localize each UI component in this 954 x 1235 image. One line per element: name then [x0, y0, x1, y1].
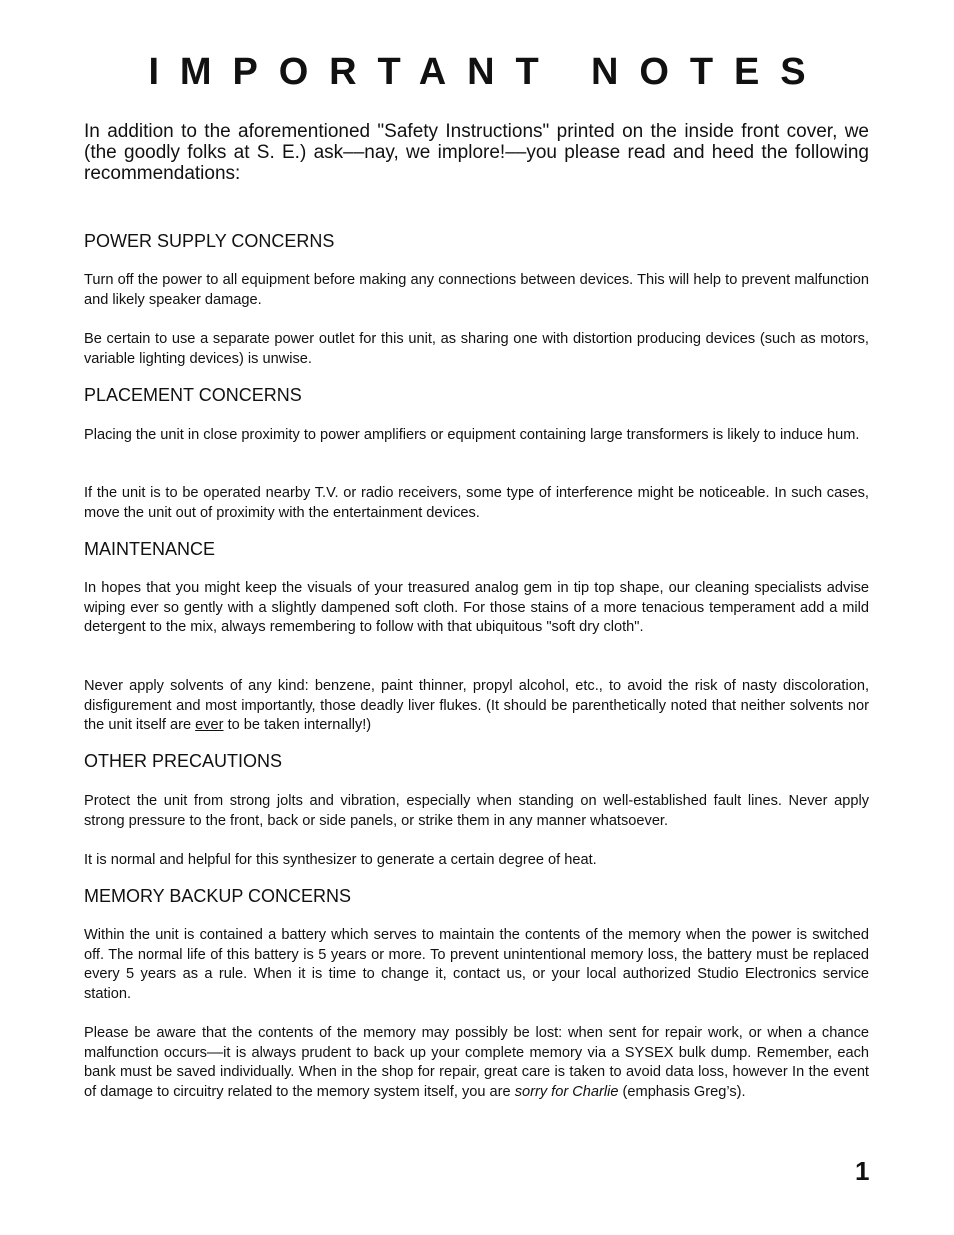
section-heading-maintenance: MAINTENANCE — [84, 539, 216, 559]
memory-text-after: (emphasis Greg’s). — [618, 1083, 746, 1100]
section-heading-memory-backup: MEMORY BACKUP CONCERNS — [84, 886, 352, 906]
placement-paragraph-1: Placing the unit in close proximity to power amplifiers or equipment containing large transformers is likely to induce hum. — [84, 427, 860, 443]
memory-text-before: Please be aware that the contents of the memory may possibly be lost: when sent for repair work, or when a chance malfunction occurs––it is always prudent to back up your complete memory via a SYSEX bulk dump. Remember, each bank must be saved individually. When in the shop for repair, great care is taken to avoid data loss, however In the event of damage to circuitry related to the memory system itself, you are — [84, 1025, 869, 1100]
memory-backup-paragraph-2 — [84, 1024, 869, 1102]
page-number: 1 — [855, 1156, 870, 1186]
maintenance-paragraph-2 — [84, 677, 869, 736]
solvents-text-after: to be taken internally!) — [223, 717, 372, 733]
memory-italic-phrase: sorry for Charlie — [514, 1083, 619, 1100]
other-precautions-paragraph-2: It is normal and helpful for this synthesizer to generate a certain degree of heat. — [84, 852, 597, 868]
solvents-underlined-word: ever — [195, 717, 224, 733]
other-precautions-paragraph-1: Protect the unit from strong jolts and vibration, especially when standing on well-established fault lines. Never apply strong pressure to the front, back or side panels, or strike them in any manner whatsoever. — [84, 793, 869, 829]
power-supply-paragraph-1: Turn off the power to all equipment before making any connections between devices. This will help to prevent malfunction and likely speaker damage. — [84, 272, 869, 308]
power-supply-paragraph-2: Be certain to use a separate power outlet for this unit, as sharing one with distortion producing devices (such as motors, variable lighting devices) is unwise. — [84, 331, 869, 367]
placement-paragraph-2: If the unit is to be operated nearby T.V. or radio receivers, some type of interference might be noticeable. In such cases, move the unit out of proximity with the entertainment devices. — [84, 485, 869, 521]
page-title: IMPORTANT NOTES — [148, 51, 827, 93]
section-heading-placement: PLACEMENT CONCERNS — [84, 385, 302, 405]
section-heading-power-supply: POWER SUPPLY CONCERNS — [84, 231, 335, 251]
maintenance-paragraph-1: In hopes that you might keep the visuals of your treasured analog gem in tip top shape, our cleaning specialists advise wiping ever so gently with a slightly dampened soft cloth. For those stains of a more tenacious temperament add a mild detergent to the mix, always remembering to follow with that ubiquitous "soft dry cloth". — [84, 580, 869, 635]
solvents-text-before: Never apply solvents of any kind: benzene, paint thinner, propyl alcohol, etc., to avoid the risk of nasty discoloration, disfigurement and most importantly, those deadly liver flukes. (It should be parenthetically noted that neither solvents nor the unit itself are — [84, 678, 869, 733]
section-heading-other-precautions: OTHER PRECAUTIONS — [84, 751, 283, 771]
memory-backup-paragraph-1: Within the unit is contained a battery which serves to maintain the contents of the memory when the power is switched off. The normal life of this battery is 5 years or more. To prevent unintentional memory loss, the battery must be replaced every 5 years as a rule. When it is time to change it, contact us, or your local authorized Studio Electronics service station. — [84, 927, 869, 1002]
intro-paragraph: In addition to the aforementioned "Safety Instructions" printed on the inside front cover, we (the goodly folks at S. E.) ask––nay, we implore!––you please read and heed the following recommendations: — [84, 121, 869, 184]
